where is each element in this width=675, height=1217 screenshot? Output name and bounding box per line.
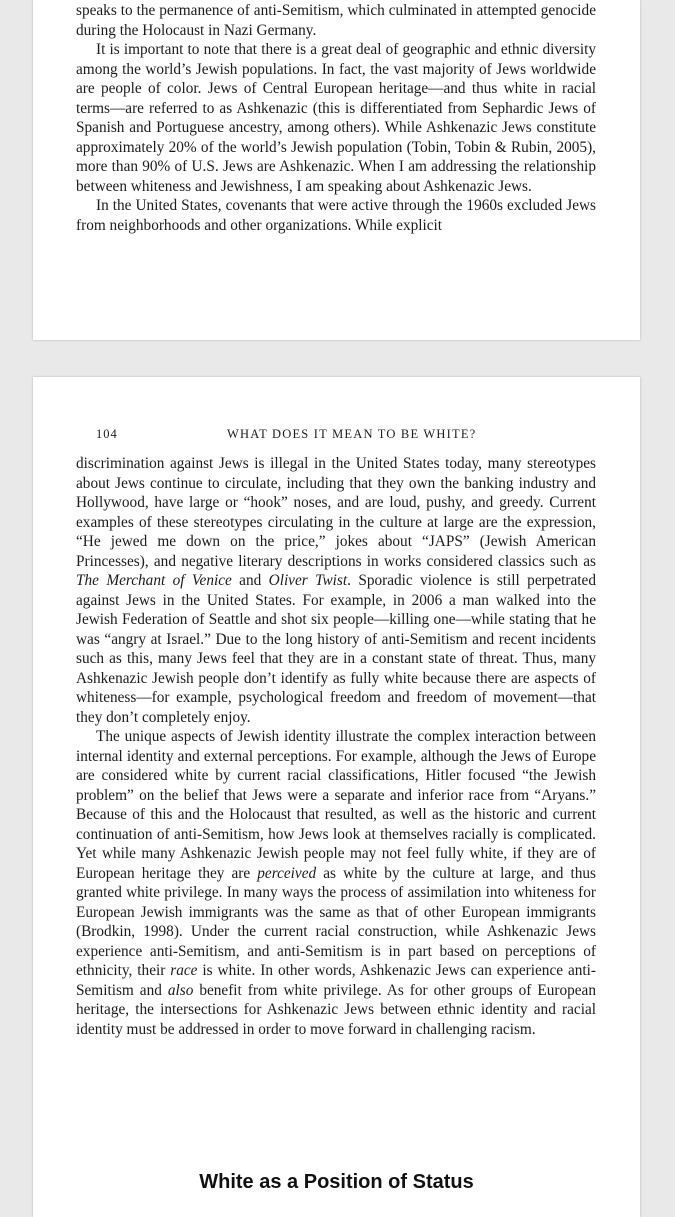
book-page-top [33,0,640,340]
section-heading: White as a Position of Status [199,1171,474,1193]
paragraph [76,196,596,235]
paragraph [76,40,596,196]
italic-text: The Merchant of Venice [76,572,232,589]
text-run: In the United States, covenants that were active through the 1960s excluded Jews from neighborhoods and other organizations. While explicit [76,197,596,234]
book-page-bottom [33,377,640,1217]
italic-text: also [167,981,194,999]
running-head-title: WHAT DOES IT MEAN TO BE WHITE? [227,427,477,441]
text-run: benefit from white privilege. As for other groups of European heritage, the intersections for Ashkenazic Jews between ethnic identity and racial identity must be addressed in order to move forward in challenging racism. [76,981,596,1038]
text-run: is white. In other words, Ashkenazic Jews can experience anti-Semitism and [76,962,596,999]
paragraph [76,454,596,727]
page-body-text [76,1,596,235]
text-run: and [231,572,269,589]
text-run: as white by the culture at large, and thus granted white privilege. In many ways the process of assimilation into whiteness for European Jewish immigrants was the same as that of other European immigrants (Brodkin, 1998). Under the current racial construction, while Ashkenazic Jews experience anti-Semitism, and anti-Semitism is in part based on perceptions of ethnicity, their [76,864,596,979]
text-run: . Sporadic violence is still perpetrated against Jews in the United States. For example, in 2006 a man walked into the Jewish Federation of Seattle and shot six people—killing one—while stating that he was “angry at Israel.” Due to the long history of anti-Semitism and recent incidents such as this, many Jews feel that they are in a constant state of threat. Thus, many Ashkenazic Jewish people don’t identify as fully white because there are aspects of whiteness—for example, psychological freedom and freedom of movement—that they don’t completely enjoy. [76,572,596,726]
paragraph [76,727,596,1039]
italic-text: perceived [257,864,317,882]
page-body-text [76,454,596,1039]
paragraph [76,1,596,40]
text-run: It is important to note that there is a great deal of geographic and ethnic diversity among the world’s Jewish populations. In fact, the vast majority of Jews worldwide are people of color. Jews of Central European heritage—and thus white in racial terms—are referred to as Ashkenazic (this is differentiated from Sephardic Jews of Spanish and Portuguese ancestry, among others). While Ashkenazic Jews constitute approximately 20% of the world’s Jewish population (Tobin, Tobin & Rubin, 2005), more than 90% of U.S. Jews are Ashkenazic. When I am addressing the relationship between whiteness and Jewishness, I am speaking about Ashkenazic Jews. [76,41,596,195]
italic-text: race [170,962,198,979]
italic-text: Oliver Twist [268,572,348,589]
text-run: discrimination against Jews is illegal in the United States today, many stereotypes about Jews continue to circulate, including that they own the banking industry and Hollywood, have large or “hook” noses, and are loud, pushy, and greedy. Current examples of these stereotypes circulating in the culture at large are the expression, “He jewed me down on the price,” jokes about “JAPS” (Jewish American Princesses), and negative literary descriptions in works considered classics such as [76,455,596,570]
page-number: 104 [96,427,118,441]
text-run: speaks to the permanence of anti-Semitism, which culminated in attempted genocide during the Holocaust in Nazi Germany. [76,2,596,39]
text-run: The unique aspects of Jewish identity illustrate the complex interaction between internal identity and external perceptions. For example, although the Jews of Europe are considered white by current racial classifications, Hitler focused “the Jewish problem” on the belief that Jews were a separate and inferior race from “Aryans.” Because of this and the Holocaust that resulted, as well as the historic and current continuation of anti-Semitism, how Jews look at themselves racially is complicated. Yet while many Ashkenazic Jewish people may not feel fully white, if they are of European heritage they are [76,728,596,882]
